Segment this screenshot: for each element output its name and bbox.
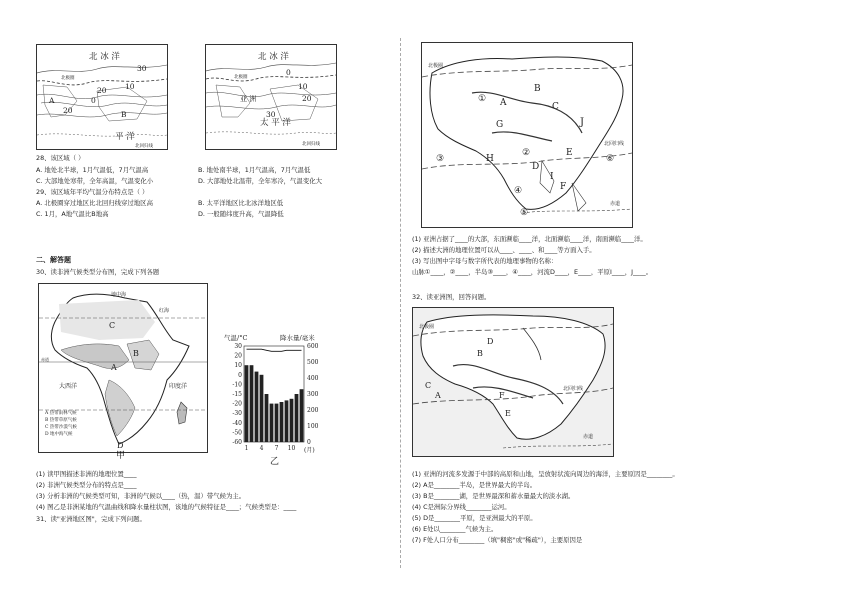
asia-map-1 xyxy=(421,42,633,228)
isotherm-10: 10 xyxy=(125,82,135,91)
x-tick-label: 1 xyxy=(244,445,249,452)
label-f-asia2: F xyxy=(499,391,505,400)
precip-bar xyxy=(290,399,294,442)
precip-bar xyxy=(250,365,254,442)
precip-bar xyxy=(255,372,259,442)
region-c: C xyxy=(109,321,116,330)
asia-map-2 xyxy=(412,307,614,457)
legend-item-c: C 热带沙漠气候 xyxy=(45,425,77,430)
left-tick-label: 30 xyxy=(234,343,242,350)
label-a: A xyxy=(49,96,55,105)
q29-option-d[interactable]: D. 一般随纬度升高，气温降低 xyxy=(198,210,284,218)
label-a-asia2: A xyxy=(435,391,441,400)
x-tick-label: 10 xyxy=(287,445,296,452)
atlantic-label: 大西洋 xyxy=(59,383,78,390)
right-tick-label: 400 xyxy=(307,375,319,382)
right-tick-label: 500 xyxy=(307,359,319,366)
left-tick-label: 20 xyxy=(234,352,242,360)
ocean-label-arctic: 北 冰 洋 xyxy=(89,52,120,62)
africa-climate-map xyxy=(38,283,208,453)
precip-bar xyxy=(245,365,249,442)
ocean-label-arctic-2: 北 冰 洋 xyxy=(258,52,289,62)
arctic-circle-label-2: 北极圈 xyxy=(234,75,248,80)
region-b: B xyxy=(133,349,139,358)
isotherm-20b: 20 xyxy=(63,106,73,115)
q30-sub-4: (4) 图乙是非洲某地的气温曲线和降水量柱状图，该地的气候特征是____；气候类型是：____ xyxy=(36,503,297,511)
isotherm-0: 0 xyxy=(91,96,96,105)
precip-bar xyxy=(265,394,269,442)
letter-b: B xyxy=(534,84,541,94)
q32-sub-7: (7) F处人口分布________（填"稠密"或"稀疏"），主要原因是 xyxy=(412,536,583,544)
q28-stem: 28、该区域（ ） xyxy=(36,154,85,162)
left-tick-label: -15 xyxy=(232,391,242,398)
section-heading: 二、解答题 xyxy=(36,256,71,264)
climate-chart xyxy=(218,330,338,468)
n5-label: ⑤ xyxy=(520,208,529,218)
precip-bar xyxy=(295,394,299,442)
letter-c: C xyxy=(552,102,559,112)
q29-stem: 29、该区域年平均气温分布特点是（ ） xyxy=(36,188,149,196)
q32-sub-5: (5) D是________平原，是亚洲最大的平原。 xyxy=(412,514,537,522)
q29-option-a[interactable]: A. 北极圈穿过地区比北回归线穿过地区高 xyxy=(36,199,153,207)
n1-label: ① xyxy=(478,94,487,104)
q28-option-c[interactable]: C. 大部地处寒带，全年高温，气温变化小 xyxy=(36,177,154,185)
arctic-circle-label: 北极圈 xyxy=(61,76,75,81)
label-b: B xyxy=(121,110,127,119)
right-tick-label: 200 xyxy=(307,407,319,414)
precip-bar xyxy=(285,400,289,442)
isotherm-20a: 20 xyxy=(97,86,107,95)
precip-bar xyxy=(275,404,279,442)
x-tick-label: 4 xyxy=(259,445,264,452)
letter-f: F xyxy=(560,182,567,192)
letter-j: J xyxy=(580,117,585,128)
q30-sub-2: (2) 非洲气候类型分布的特点是____ xyxy=(36,481,137,489)
q30-sub-3: (3) 分析非洲的气候类型可知，非洲的气候以____（热，温）带气候为主。 xyxy=(36,492,246,500)
letter-g: G xyxy=(496,120,504,130)
n4-label: ④ xyxy=(514,186,523,196)
ocean-label-pacific: 平 洋 xyxy=(115,132,135,142)
q28-option-b[interactable]: B. 地处南半球，1月气温高，7月气温低 xyxy=(198,166,311,174)
letter-d: D xyxy=(532,162,540,172)
isotherm-30-2: 30 xyxy=(266,110,276,119)
red-sea-label: 红海 xyxy=(159,308,170,314)
q29-option-c[interactable]: C. 1月，A地气温比B地高 xyxy=(36,210,109,218)
n2-label: ② xyxy=(522,148,531,158)
q28-option-a[interactable]: A. 地处北半球，1月气温低，7月气温高 xyxy=(36,166,149,174)
arctic-isotherm-map-1 xyxy=(36,44,168,150)
q31-sub-4: 山脉①____，②____，半岛③____，④____，河流D____，E____，平原I____，J____。 xyxy=(412,268,653,276)
left-tick-label: -10 xyxy=(232,381,242,389)
left-tick-label: -50 xyxy=(232,429,242,437)
climate-legend xyxy=(44,409,77,437)
q29-option-b[interactable]: B. 太平洋地区比北冰洋地区低 xyxy=(198,199,284,207)
letter-a: A xyxy=(500,98,507,108)
legend-item-b: B 热带草原气候 xyxy=(45,418,77,423)
region-a: A xyxy=(111,363,117,372)
tropic-label: 北回归线 xyxy=(135,144,153,149)
q32-sub-3: (3) B是________湖，是世界最深和蓄水量最大的淡水湖。 xyxy=(412,492,575,500)
n3-label: ③ xyxy=(436,154,445,164)
left-tick-label: -30 xyxy=(232,410,242,418)
arctic-circle-label-asia1: 北极圈 xyxy=(428,63,444,69)
left-tick-label: -60 xyxy=(232,439,242,446)
q31-stem: 31、读"亚洲地区图"，完成下列问题。 xyxy=(36,515,146,523)
left-tick-label: 0 xyxy=(238,371,242,379)
q30-stem: 30、读非洲气候类型分布图，完成下列各题 xyxy=(36,268,160,276)
tropic-label-2: 北回归线 xyxy=(302,142,320,147)
letter-i: I xyxy=(550,172,554,182)
isotherm-20-2: 20 xyxy=(302,94,312,103)
q32-stem: 32、读亚洲图，回答问题。 xyxy=(412,293,491,301)
tropic-label-asia1: 北回归线 xyxy=(604,141,625,147)
q32-sub-4: (4) C是洲际分界线________运河。 xyxy=(412,503,511,511)
isotherm-30: 30 xyxy=(137,64,147,73)
map-caption-jia: 甲 xyxy=(116,451,126,461)
x-axis-unit: (月) xyxy=(304,447,315,454)
right-tick-label: 600 xyxy=(307,343,319,350)
isotherm-10-2: 10 xyxy=(298,82,308,91)
label-c-asia2: C xyxy=(425,381,432,390)
right-tick-label: 100 xyxy=(307,423,319,430)
climate-chart-svg xyxy=(218,330,338,468)
left-tick-label: -40 xyxy=(232,419,242,427)
equator-label-asia1: 赤道 xyxy=(610,201,621,207)
equator-label-asia2: 赤道 xyxy=(583,434,594,440)
chart-caption-yi: 乙 xyxy=(270,457,280,467)
label-b-asia2: B xyxy=(477,349,483,358)
letter-h: H xyxy=(486,154,494,164)
legend-item-d: D 地中海气候 xyxy=(45,432,73,437)
q30-sub-1: (1) 读甲图描述非洲的地理位置____ xyxy=(36,470,137,478)
left-tick-label: 10 xyxy=(234,362,242,370)
precip-bar xyxy=(300,389,304,442)
legend-item-a: A 热带雨林气候 xyxy=(45,411,77,416)
q32-sub-1: (1) 亚洲的河流多发源于中部的高原和山地，呈放射状流向周边的海洋，主要原因是________。 xyxy=(412,470,679,478)
label-e-asia2: E xyxy=(505,409,511,418)
letter-e: E xyxy=(566,148,573,158)
q28-option-d[interactable]: D. 大部地处北温带，全年寒冷，气温变化大 xyxy=(198,177,323,185)
q31-sub-1: (1) 亚洲占据了____的大部，东面濒临____洋，北面濒临____洋，南面濒临____洋。 xyxy=(412,235,647,243)
precip-bar xyxy=(270,404,274,442)
arctic-circle-label-asia2: 北极圈 xyxy=(419,324,435,330)
y-left-title: 气温/°C xyxy=(224,334,248,342)
isotherm-0-2: 0 xyxy=(286,68,291,77)
y-right-title: 降水量/毫米 xyxy=(280,334,315,342)
tropic-label-asia2: 北回归线 xyxy=(563,386,584,392)
ocean-label-pacific-2: 太 平 洋 xyxy=(260,118,291,128)
left-tick-label: -20 xyxy=(232,400,242,408)
q31-sub-3: (3) 写出图中字母与数字所代表的地理事物的名称： xyxy=(412,257,558,265)
temperature-curve xyxy=(247,349,302,351)
arctic-isotherm-map-2 xyxy=(205,44,337,150)
region-d: D xyxy=(117,441,124,450)
x-tick-label: 7 xyxy=(274,445,279,452)
indian-label: 印度洋 xyxy=(169,383,188,390)
n6-label: ⑥ xyxy=(606,154,615,164)
q31-sub-2: (2) 描述大洲的地理位置可以从____、____、和____等方面入手。 xyxy=(412,246,596,254)
mediterranean-label: 地中海 xyxy=(111,292,127,298)
continent-asia: 亚 洲 xyxy=(240,95,257,103)
equator-label: 赤道 xyxy=(41,357,49,362)
q32-sub-6: (6) E处以________气候为主。 xyxy=(412,525,498,533)
column-divider xyxy=(400,38,401,568)
label-d-asia2: D xyxy=(487,337,494,346)
q32-sub-2: (2) A是________半岛，是世界最大的半岛。 xyxy=(412,481,537,489)
precip-bar xyxy=(280,402,284,442)
precip-bar xyxy=(260,375,264,442)
right-tick-label: 300 xyxy=(307,391,319,398)
right-tick-label: 0 xyxy=(307,439,311,446)
